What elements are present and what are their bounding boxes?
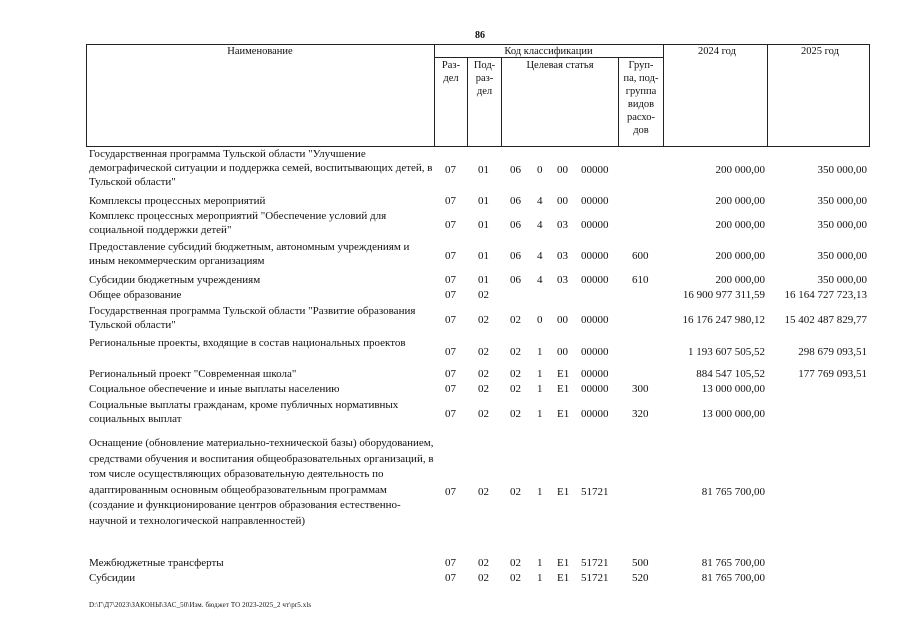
row-razdel: 07	[445, 274, 456, 286]
row-target-direction: 51721	[581, 486, 609, 498]
row-target-event: E1	[557, 572, 570, 584]
header-podrazdel-line: дел	[476, 86, 493, 97]
row-name: Государственная программа Тульской области "Улучшение демографической ситуации и поддержка семей, воспитывающих детей, в Тульской области"	[89, 148, 433, 188]
row-target-direction: 00000	[581, 274, 609, 286]
row-target-event: 00	[557, 164, 568, 176]
header-group	[619, 59, 663, 137]
row-amount-2024: 16 900 977 311,59	[682, 289, 765, 301]
row-amount-2024: 81 765 700,00	[701, 557, 765, 569]
file-path-footer: D:\Г\Д7\2023\ЗАКОНЫ\ЗАС_50\Изм. бюджет ТО 2023-2025_2 чт\pr5.xls	[89, 601, 312, 609]
row-name: Социальное обеспечение и иные выплаты населению	[89, 383, 340, 395]
row-target-program: 06	[510, 274, 521, 286]
row-amount-2024: 200 000,00	[715, 219, 765, 231]
header-group-line: группа	[625, 86, 657, 97]
header-razdel-line: дел	[443, 73, 459, 84]
header-razdel	[435, 59, 467, 85]
row-target-direction: 00000	[581, 408, 609, 420]
row-razdel: 07	[445, 557, 456, 569]
row-target-subprogram: 1	[537, 486, 543, 498]
row-podrazdel: 02	[478, 346, 489, 358]
row-name: Предоставление субсидий бюджетным, автономным учреждениям и иным некоммерческим организациям	[89, 241, 410, 267]
row-amount-2025: 350 000,00	[817, 195, 867, 207]
row-target-event: E1	[557, 383, 570, 395]
row-razdel: 07	[445, 219, 456, 231]
row-target-program: 06	[510, 250, 521, 262]
row-podrazdel: 02	[478, 383, 489, 395]
row-target-program: 02	[510, 346, 521, 358]
header-year-2025: 2025 год	[801, 46, 839, 57]
row-podrazdel: 02	[478, 289, 489, 301]
row-expense-group: 300	[632, 383, 649, 395]
row-razdel: 07	[445, 368, 456, 380]
row-podrazdel: 02	[478, 368, 489, 380]
row-amount-2024: 1 193 607 505,52	[688, 346, 765, 358]
col-line	[86, 44, 87, 146]
row-target-direction: 00000	[581, 346, 609, 358]
row-expense-group: 610	[632, 274, 649, 286]
col-line	[663, 44, 664, 146]
row-amount-2024: 13 000 000,00	[701, 383, 765, 395]
row-target-event: E1	[557, 486, 570, 498]
row-name: Субсидии	[89, 572, 136, 584]
row-razdel: 07	[445, 164, 456, 176]
row-amount-2024: 200 000,00	[715, 250, 765, 262]
row-name: Оснащение (обновление материально-технической базы) оборудованием, средствами обучения и воспитания общеобразовательных организаций, в том числе осуществляющих образовательную деятельность по адаптированным основным общеобразовательным программам (создание и функционирование центров образования естественно-научной и технологической направленностей)	[89, 437, 434, 527]
header-podrazdel-line: раз-	[475, 73, 494, 84]
col-line	[869, 44, 870, 146]
header-group-line: па, под-	[623, 73, 659, 84]
row-target-subprogram: 1	[537, 408, 543, 420]
row-expense-group: 500	[632, 557, 649, 569]
row-amount-2024: 200 000,00	[715, 164, 765, 176]
row-amount-2025: 298 679 093,51	[798, 346, 867, 358]
row-amount-2024: 884 547 105,52	[696, 368, 765, 380]
row-podrazdel: 01	[478, 164, 489, 176]
row-razdel: 07	[445, 289, 456, 301]
row-target-direction: 00000	[581, 219, 609, 231]
row-name: Социальные выплаты гражданам, кроме публичных нормативных социальных выплат	[89, 399, 399, 425]
row-razdel: 07	[445, 195, 456, 207]
row-target-event: 03	[557, 274, 568, 286]
row-target-program: 06	[510, 219, 521, 231]
row-razdel: 07	[445, 250, 456, 262]
row-target-direction: 00000	[581, 368, 609, 380]
row-podrazdel: 02	[478, 408, 489, 420]
row-amount-2025: 350 000,00	[817, 219, 867, 231]
row-target-program: 06	[510, 195, 521, 207]
row-amount-2024: 200 000,00	[715, 195, 765, 207]
row-target-program: 02	[510, 408, 521, 420]
row-amount-2024: 13 000 000,00	[701, 408, 765, 420]
row-podrazdel: 02	[478, 557, 489, 569]
row-expense-group: 320	[632, 408, 649, 420]
row-target-event: 00	[557, 195, 568, 207]
row-target-event: E1	[557, 368, 570, 380]
row-amount-2024: 81 765 700,00	[701, 572, 765, 584]
row-razdel: 07	[445, 572, 456, 584]
row-target-subprogram: 1	[537, 557, 543, 569]
row-target-direction: 51721	[581, 572, 609, 584]
row-target-subprogram: 1	[537, 346, 543, 358]
row-target-subprogram: 0	[537, 314, 543, 326]
row-target-direction: 00000	[581, 383, 609, 395]
header-group-line: расхо-	[626, 112, 656, 123]
row-amount-2024: 16 176 247 980,12	[682, 314, 765, 326]
row-name: Субсидии бюджетным учреждениям	[89, 274, 261, 286]
row-podrazdel: 01	[478, 195, 489, 207]
header-code: Код классификации	[504, 46, 593, 57]
col-line	[767, 44, 768, 146]
row-amount-2025: 350 000,00	[817, 164, 867, 176]
header-group-line: Груп-	[628, 60, 654, 71]
header-year-2024: 2024 год	[698, 46, 736, 57]
row-target-program: 02	[510, 572, 521, 584]
row-razdel: 07	[445, 346, 456, 358]
row-expense-group: 520	[632, 572, 649, 584]
row-target-event: 03	[557, 250, 568, 262]
row-name: Межбюджетные трансферты	[89, 557, 224, 569]
row-amount-2025: 350 000,00	[817, 274, 867, 286]
page-number: 86	[475, 30, 485, 41]
row-target-subprogram: 1	[537, 383, 543, 395]
header-razdel-line: Раз-	[441, 60, 461, 71]
header-podrazdel	[468, 59, 501, 98]
row-target-subprogram: 1	[537, 368, 543, 380]
row-amount-2025: 16 164 727 723,13	[784, 289, 867, 301]
row-podrazdel: 01	[478, 274, 489, 286]
row-target-event: 00	[557, 346, 568, 358]
row-expense-group: 600	[632, 250, 649, 262]
row-target-event: E1	[557, 408, 570, 420]
header-group-line: видов	[627, 99, 655, 110]
row-target-direction: 00000	[581, 314, 609, 326]
row-target-subprogram: 1	[537, 572, 543, 584]
row-target-subprogram: 4	[537, 219, 543, 231]
row-amount-2025: 177 769 093,51	[798, 368, 867, 380]
header-group-line: дов	[633, 125, 649, 136]
row-target-event: E1	[557, 557, 570, 569]
row-name: Региональные проекты, входящие в состав национальных проектов	[89, 337, 406, 349]
row-target-event: 03	[557, 219, 568, 231]
row-target-program: 02	[510, 383, 521, 395]
row-podrazdel: 02	[478, 314, 489, 326]
row-name: Региональный проект "Современная школа"	[89, 368, 297, 380]
row-target-event: 00	[557, 314, 568, 326]
header-target-article: Целевая статья	[526, 60, 594, 71]
row-target-subprogram: 4	[537, 274, 543, 286]
row-podrazdel: 02	[478, 486, 489, 498]
row-target-direction: 51721	[581, 557, 609, 569]
row-name: Государственная программа Тульской области "Развитие образования Тульской области"	[89, 305, 416, 331]
row-name: Комплексы процессных мероприятий	[89, 195, 266, 207]
row-target-program: 02	[510, 314, 521, 326]
header-podrazdel-line: Под-	[473, 60, 496, 71]
row-target-program: 02	[510, 368, 521, 380]
row-amount-2025: 350 000,00	[817, 250, 867, 262]
row-razdel: 07	[445, 408, 456, 420]
row-razdel: 07	[445, 486, 456, 498]
row-name: Комплекс процессных мероприятий "Обеспечение условий для социальной поддержки детей"	[89, 210, 387, 236]
row-podrazdel: 02	[478, 572, 489, 584]
row-target-direction: 00000	[581, 195, 609, 207]
row-amount-2025: 15 402 487 829,77	[784, 314, 867, 326]
row-target-direction: 00000	[581, 250, 609, 262]
row-target-subprogram: 4	[537, 195, 543, 207]
row-target-program: 02	[510, 486, 521, 498]
row-razdel: 07	[445, 383, 456, 395]
header-name: Наименование	[227, 46, 293, 57]
row-amount-2024: 81 765 700,00	[701, 486, 765, 498]
row-name: Общее образование	[89, 289, 182, 301]
row-target-subprogram: 0	[537, 164, 543, 176]
row-razdel: 07	[445, 314, 456, 326]
row-target-direction: 00000	[581, 164, 609, 176]
row-podrazdel: 01	[478, 250, 489, 262]
row-target-subprogram: 4	[537, 250, 543, 262]
row-target-program: 06	[510, 164, 521, 176]
row-podrazdel: 01	[478, 219, 489, 231]
row-amount-2024: 200 000,00	[715, 274, 765, 286]
row-target-program: 02	[510, 557, 521, 569]
